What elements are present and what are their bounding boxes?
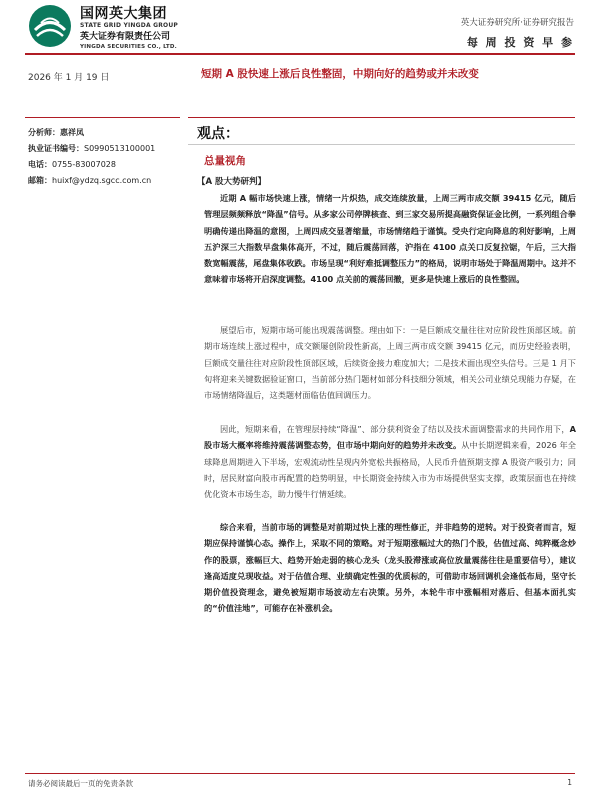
state-grid-logo-icon [27,3,73,49]
report-date: 2026 年 1 月 19 日 [28,73,110,83]
report-header [0,0,600,62]
header-divider [25,53,575,55]
institute-label: 英大证券研究所·证券研究报告 [460,18,574,28]
paragraph-1-bold: 近期 A 幅市场快速上涨，情绪一片炽热，成交连续放量，上周三两市成交额 39415 亿元，随后管理层频频释放“降温”信号。从多家公司停牌核查、到三家交易所提高融资保证金比例，一系列组合拳明确传递出降温的意图，上周四成交显著缩量，市场情绪趋于谨慎。受央行定向降息的利好影响，上周五沪深三大指数早盘集体高开，不过，随后震荡回落，沪指在 4100 点关口反复拉锯，午后，三大指数宽幅震荡，尾盘集体收跌。市场呈现“利好难抵调整压力”的格局，说明市场处于降温周期中。这并不意味着市场将开启深度调整。4100 点关前的震荡回撤，更多是快速上涨后的良性整固。 [204,193,576,285]
analyst-license-label: 执业证书编号： [28,144,84,153]
report-title: 短期 A 股快速上涨后良性整固，中期向好的趋势或并未改变 [201,68,479,80]
analyst-license-row [28,141,155,157]
analyst-email-label: 邮箱： [28,176,52,185]
analyst-phone-label: 电话： [28,160,52,169]
analyst-license: S0990513100001 [84,144,156,153]
analyst-name-row [28,125,155,141]
paragraph-4 [204,519,576,617]
footer-disclaimer: 请务必阅读最后一页的免责条款 [28,779,133,788]
analyst-info [28,125,155,189]
company-name-cn: 国网英大集团 [80,6,167,22]
company-name-en: STATE GRID YINGDA GROUP [80,22,179,29]
paragraph-3-lead: 因此，短期来看，在管理层持续“降温”、部分获利资金了结以及技术面调整需求的共同作用下， [220,424,570,434]
left-divider [25,117,180,118]
paragraph-3-text: 从中长期逻辑来看，2026 年全球降息周期进入下半场，宏观流动性呈现内外宽松共振格局，人民币升值预期支撑 A 股资产吸引力；同时，居民财富向股市再配置的趋势明显，中长期资金持续入市为市场提供坚实支撑，政策层面也在持续优化资本市场生态，助力慢牛行情延续。 [204,440,576,500]
report-type: 每 周 投 资 早 参 [466,36,574,49]
company-name-block [80,6,178,51]
analyst-phone: 0755-83007028 [52,160,116,169]
paragraph-2-text: 展望后市，短期市场可能出现震荡调整。理由如下：一是巨额成交量往往对应阶段性顶部区域。前期市场连续上涨过程中，成交额屡创阶段性新高，上周三两市成交额 39415 亿元，而历史经验表明，巨额成交量往往对应阶段性顶部区域，后续资金接力难度加大；二是技术面出现空头信号。三是 1 月下旬将迎来关键数据验证窗口，当前部分热门题材如部分科技细分领域，相关公司业绩兑现能力存疑，在市场情绪降温后，这类题材面临估值回调压力。 [204,325,576,401]
paragraph-1 [204,190,576,288]
footer-divider [25,773,575,774]
page-number: 1 [567,778,572,787]
subsidiary-name-en: YINGDA SECURITIES CO., LTD. [80,44,177,50]
paragraph-3-bold: A 股市场大概率将维持震荡调整态势，但市场中期向好的趋势并未改变。 [204,424,576,451]
analyst-email-row [28,173,155,189]
analyst-name: 惠祥凤 [60,128,84,137]
paragraph-4-bold: 综合来看，当前市场的调整是对前期过快上涨的理性修正，并非趋势的逆转。对于投资者而言，短期应保持谨慎心态。操作上，采取不同的策略。对于短期涨幅过大的热门个股，估值过高、纯粹概念炒作的股票，涨幅巨大、趋势开始走弱的核心龙头（龙头股滞涨或高位放量震荡往往是重要信号），建议逢高适度兑现收益。对于估值合理、业绩确定性强的优质标的，可借助市场回调机会逢低布局，坚守长期价值投资理念，避免被短期市场波动左右决策。另外，本轮牛市中涨幅相对落后、但基本面扎实的“价值洼地”，可能存在补涨机会。 [204,522,576,614]
analyst-email[interactable]: huixf@ydzq.sgcc.com.cn [52,176,152,185]
subsection-title: 【A 股大势研判】 [197,177,267,187]
paragraph-2 [204,322,576,403]
viewpoint-heading: 观点： [197,126,239,142]
paragraph-3 [204,421,576,502]
section-title: 总量视角 [204,155,246,167]
analyst-phone-row [28,157,155,173]
viewpoint-divider [188,144,575,145]
right-divider [188,117,575,118]
analyst-name-label: 分析师： [28,128,60,137]
subsidiary-name-cn: 英大证券有限责任公司 [80,32,171,42]
